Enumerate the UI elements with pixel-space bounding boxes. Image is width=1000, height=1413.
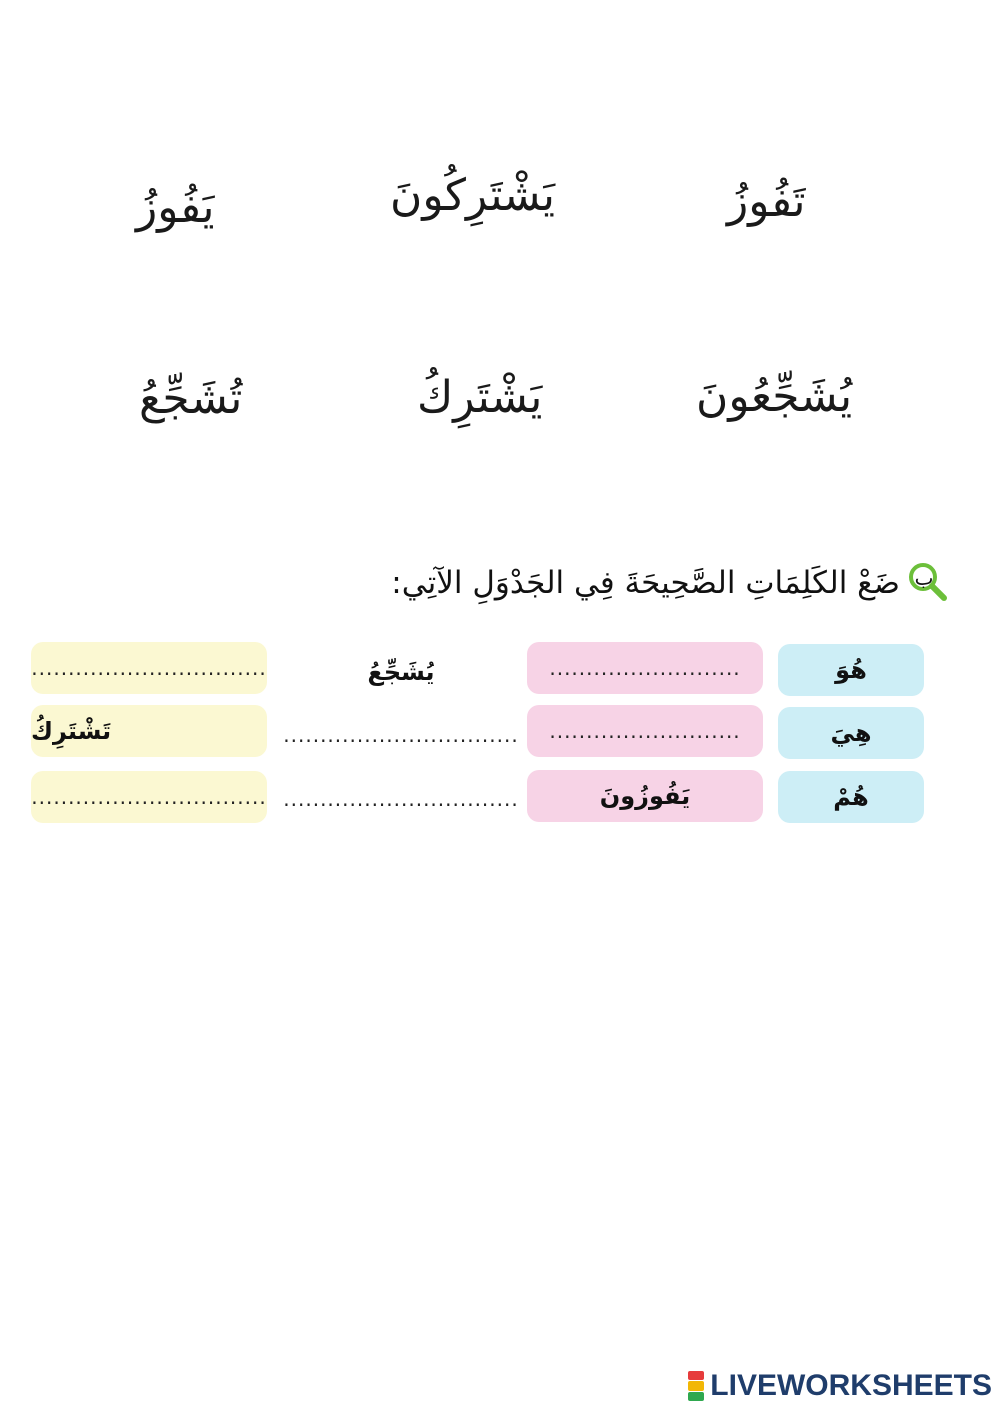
pronoun-hum: هُمْ: [778, 771, 924, 823]
blank-hiya-1[interactable]: ..........................: [527, 705, 763, 757]
pronoun-huwa: هُوَ: [778, 644, 924, 696]
blank-hiya-2[interactable]: ................................: [283, 723, 519, 747]
answer-hum-1: يَفُوزُونَ: [527, 770, 763, 822]
blank-huwa-3[interactable]: ................................: [31, 642, 267, 694]
word-yushajjiuna[interactable]: يُشَجِّعُونَ: [696, 371, 853, 422]
pronoun-hiya: هِيَ: [778, 707, 924, 759]
blank-huwa-1[interactable]: ..........................: [527, 642, 763, 694]
word-yashtariku[interactable]: يَشْتَرِكُ: [417, 372, 543, 423]
logo-mark-icon: [688, 1371, 704, 1401]
word-yafuzu[interactable]: يَفُوزُ: [136, 182, 215, 233]
blank-hum-3[interactable]: ................................: [31, 771, 267, 823]
exercise-letter: ب: [914, 566, 934, 590]
answer-hiya-3: تَشْتَرِكُ: [31, 705, 267, 757]
word-tafuzu[interactable]: تَفُوزُ: [727, 176, 806, 227]
blank-hum-2[interactable]: ................................: [283, 787, 519, 811]
liveworksheets-logo: [688, 1369, 992, 1403]
instruction-text: ضَعْ الكَلِمَاتِ الصَّحِيحَةَ فِي الجَدْوَلِ الآتِي:: [391, 565, 900, 601]
logo-text: LIVEWORKSHEETS: [710, 1369, 992, 1402]
answer-huwa-2: يُشَجِّعُ: [367, 658, 435, 686]
word-yashtarikuna[interactable]: يَشْتَرِكُونَ: [390, 170, 556, 221]
word-tushajjiu[interactable]: تُشَجِّعُ: [139, 373, 243, 424]
